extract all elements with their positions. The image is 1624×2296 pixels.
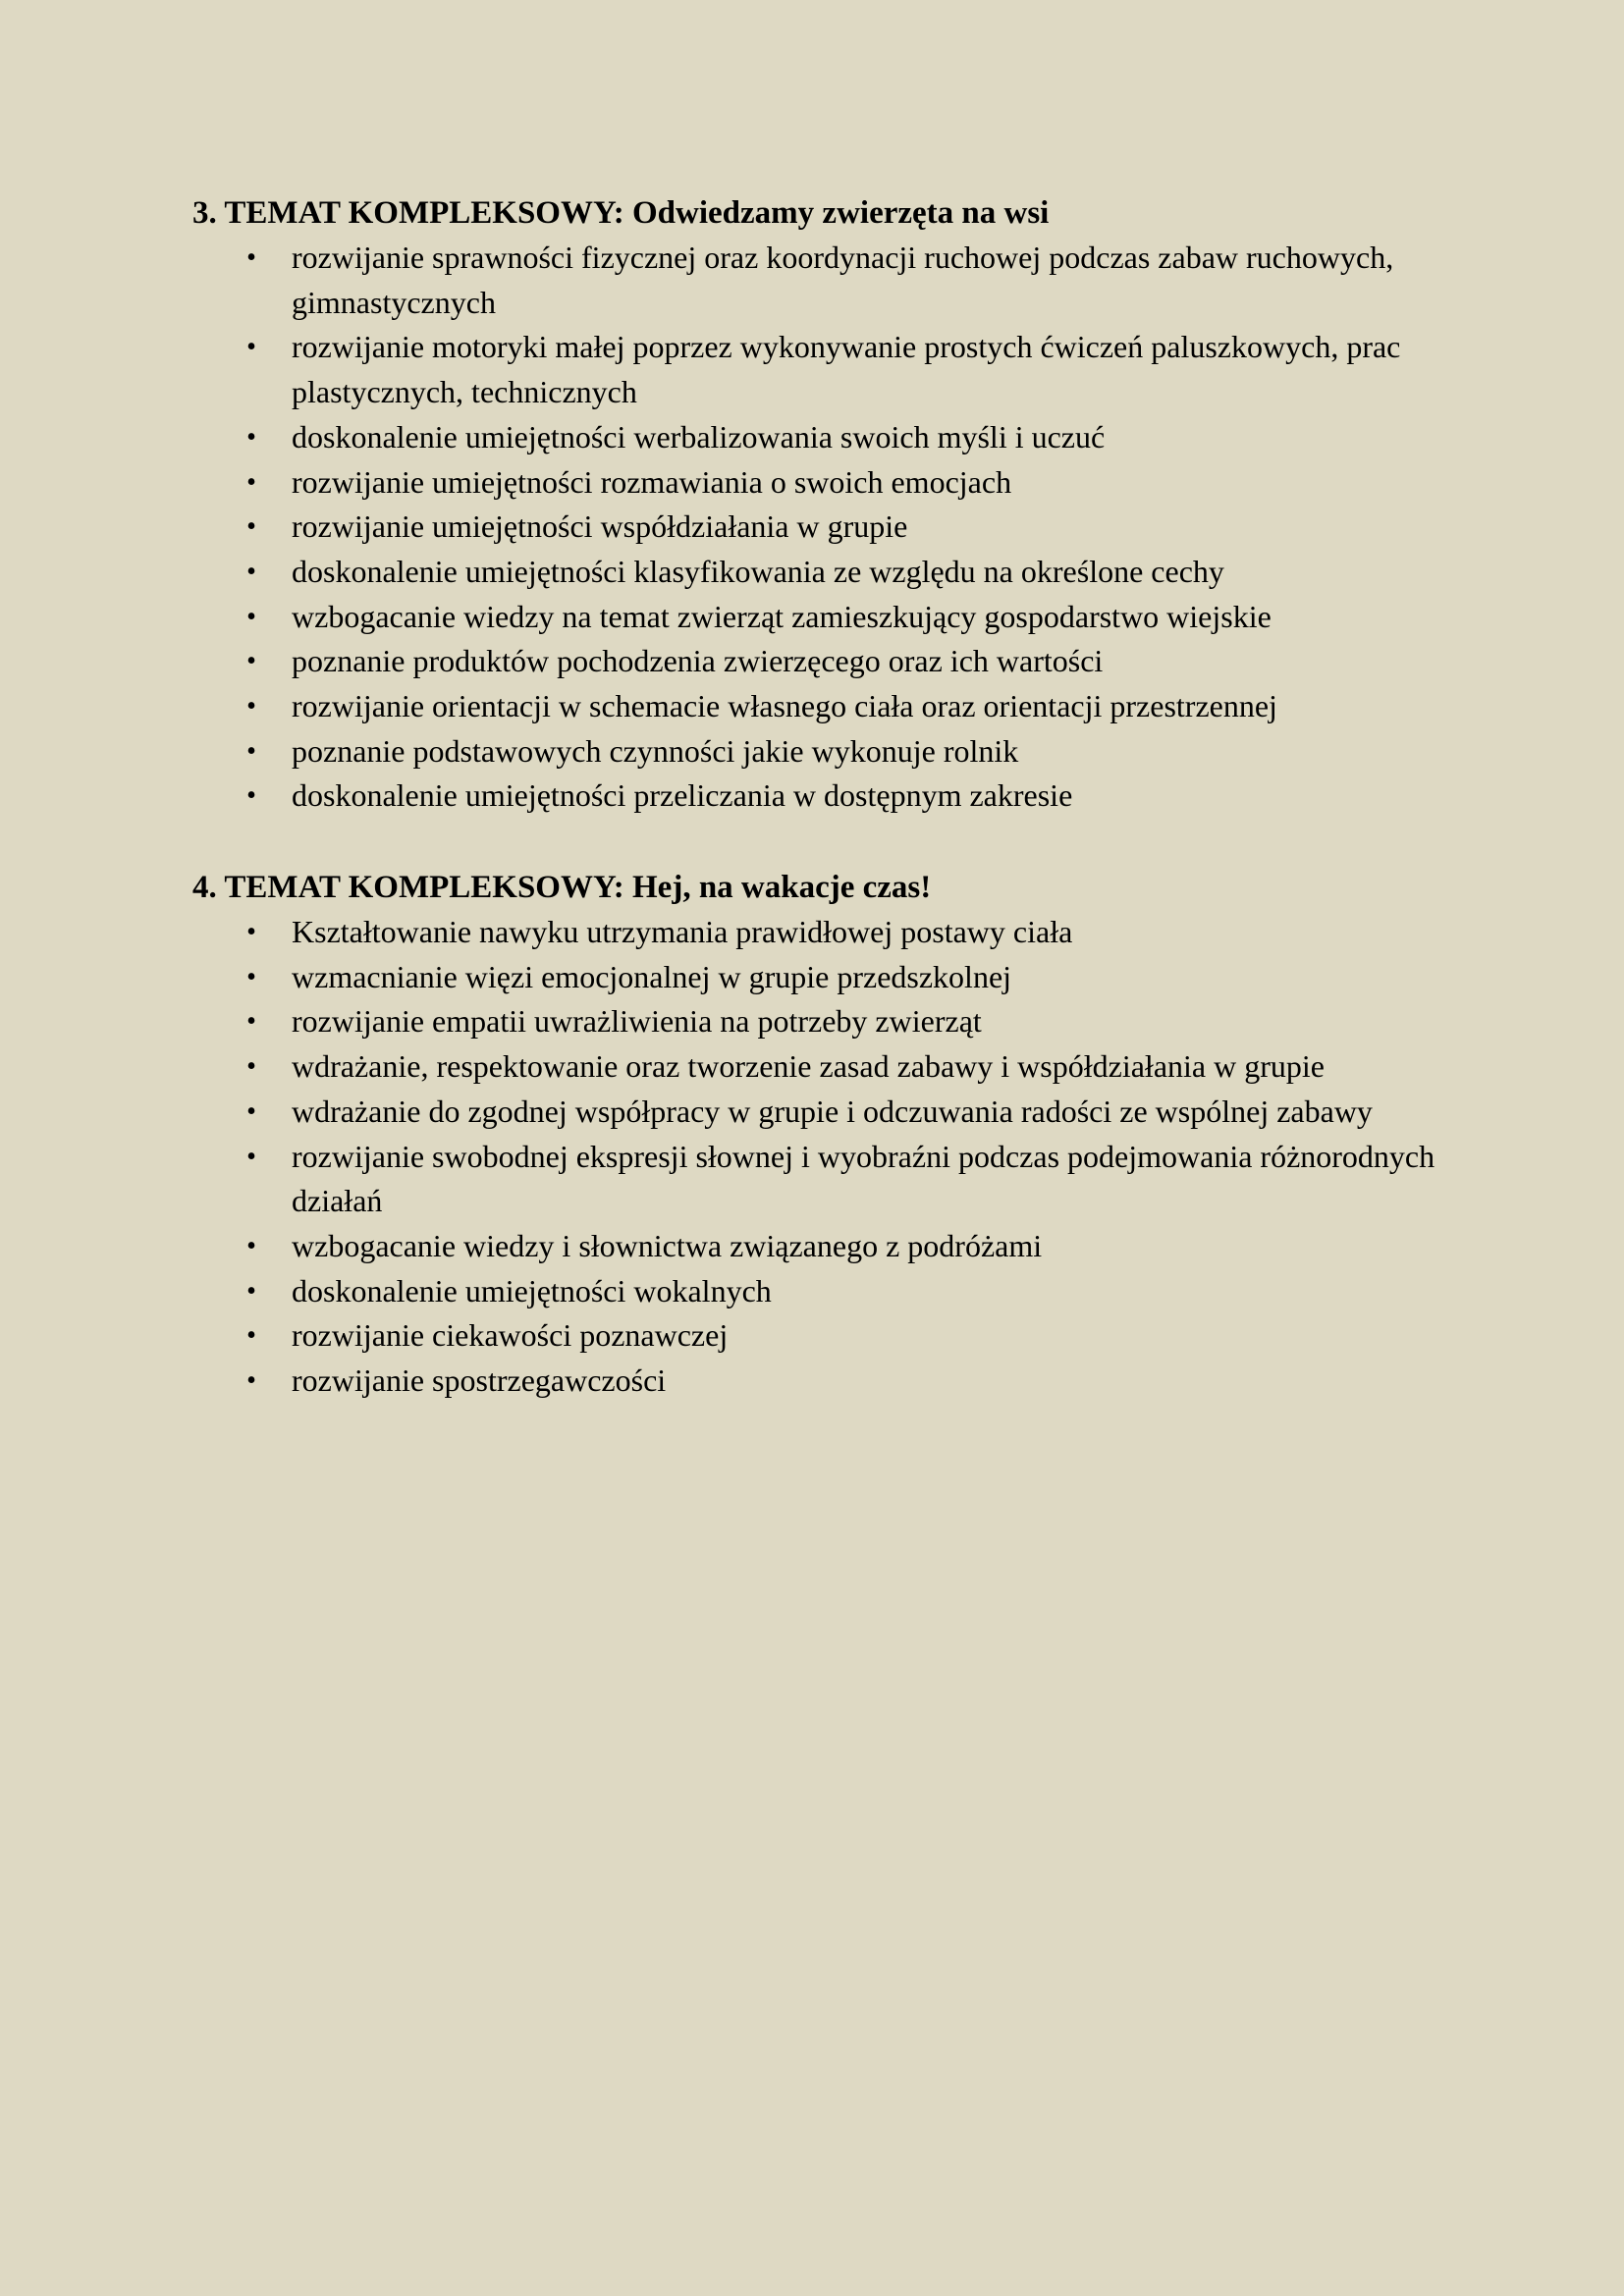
list-item-text: doskonalenie umiejętności klasyfikowania ze względu na określone cechy	[292, 553, 1224, 589]
bullet-icon: •	[246, 242, 256, 273]
goals-list	[192, 910, 1469, 1404]
list-item	[192, 774, 1469, 819]
list-item	[192, 325, 1469, 414]
list-item-text: Kształtowanie nawyku utrzymania prawidłowej postawy ciała	[292, 914, 1073, 949]
list-item	[192, 236, 1469, 325]
list-item	[192, 910, 1469, 955]
list-item-text: poznanie podstawowych czynności jakie wykonuje rolnik	[292, 732, 1019, 769]
bullet-icon: •	[246, 1051, 256, 1083]
topic-section-3	[192, 190, 1469, 819]
bullet-icon: •	[246, 1365, 256, 1397]
list-item	[192, 1359, 1469, 1404]
list-item	[192, 550, 1469, 595]
bullet-icon: •	[246, 735, 256, 767]
bullet-icon: •	[246, 601, 256, 632]
bullet-icon: •	[246, 961, 256, 992]
list-item-text: wdrażanie, respektowanie oraz tworzenie zasad zabawy i współdziałania w grupie	[292, 1048, 1325, 1085]
list-item-text: wzbogacanie wiedzy i słownictwa związanego z podróżami	[292, 1227, 1043, 1263]
bullet-icon: •	[246, 466, 256, 498]
list-item-text: doskonalenie umiejętności wokalnych	[292, 1272, 772, 1308]
list-item-text: rozwijanie umiejętności rozmawiania o swoich emocjach	[292, 463, 1012, 500]
list-item	[192, 684, 1469, 729]
bullet-icon: •	[246, 556, 256, 587]
list-item	[192, 415, 1469, 460]
bullet-icon: •	[246, 421, 256, 453]
list-item-text: rozwijanie umiejętności współdziałania w grupie	[292, 508, 908, 545]
list-item	[192, 1224, 1469, 1269]
list-item-text: doskonalenie umiejętności werbalizowania swoich myśli i uczuć	[292, 418, 1106, 454]
bullet-icon: •	[246, 780, 256, 812]
bullet-icon: •	[246, 1095, 256, 1127]
list-item-text: rozwijanie spostrzegawczości	[292, 1362, 667, 1399]
list-item	[192, 1313, 1469, 1359]
list-item-text: rozwijanie swobodnej ekspresji słownej i wyobraźni podczas podejmowania różnorodnych działań	[292, 1138, 1435, 1219]
list-item	[192, 1090, 1469, 1135]
list-item	[192, 639, 1469, 684]
section-heading: 3. TEMAT KOMPLEKSOWY: Odwiedzamy zwierzęta na wsi	[192, 195, 1050, 231]
bullet-icon: •	[246, 1141, 256, 1172]
bullet-icon: •	[246, 917, 256, 947]
list-item-text: rozwijanie ciekawości poznawczej	[292, 1317, 729, 1354]
bullet-icon: •	[246, 646, 256, 677]
list-item-text: doskonalenie umiejętności przeliczania w dostępnym zakresie	[292, 777, 1073, 814]
bullet-icon: •	[246, 691, 256, 722]
bullet-icon: •	[246, 332, 256, 363]
list-item	[192, 460, 1469, 506]
list-item	[192, 595, 1469, 640]
list-item	[192, 955, 1469, 1000]
list-item	[192, 729, 1469, 774]
list-item	[192, 505, 1469, 550]
list-item-text: rozwijanie orientacji w schemacie własnego ciała oraz orientacji przestrzennej	[292, 688, 1277, 724]
bullet-icon: •	[246, 511, 256, 543]
list-item-text: rozwijanie empatii uwrażliwienia na potrzeby zwierząt	[292, 1003, 982, 1040]
list-item	[192, 1044, 1469, 1090]
bullet-icon: •	[246, 1006, 256, 1038]
bullet-icon: •	[246, 1320, 256, 1352]
list-item-text: rozwijanie motoryki małej poprzez wykonywanie prostych ćwiczeń paluszkowych, prac plastycznych, technicznych	[292, 329, 1401, 410]
list-item-text: rozwijanie sprawności fizycznej oraz koordynacji ruchowej podczas zabaw ruchowych, gimnastycznych	[292, 240, 1394, 320]
goals-list	[192, 236, 1469, 819]
section-heading: 4. TEMAT KOMPLEKSOWY: Hej, na wakacje czas!	[192, 870, 932, 905]
list-item-text: poznanie produktów pochodzenia zwierzęcego oraz ich wartości	[292, 643, 1104, 679]
bullet-icon: •	[246, 1230, 256, 1261]
list-item-text: wzbogacanie wiedzy na temat zwierząt zamieszkujący gospodarstwo wiejskie	[292, 598, 1272, 634]
list-item	[192, 999, 1469, 1044]
topic-section-4	[192, 865, 1469, 1404]
list-item-text: wzmacnianie więzi emocjonalnej w grupie przedszkolnej	[292, 958, 1012, 994]
list-item	[192, 1269, 1469, 1314]
list-item	[192, 1135, 1469, 1224]
bullet-icon: •	[246, 1275, 256, 1307]
list-item-text: wdrażanie do zgodnej współpracy w grupie i odczuwania radości ze wspólnej zabawy	[292, 1093, 1373, 1129]
